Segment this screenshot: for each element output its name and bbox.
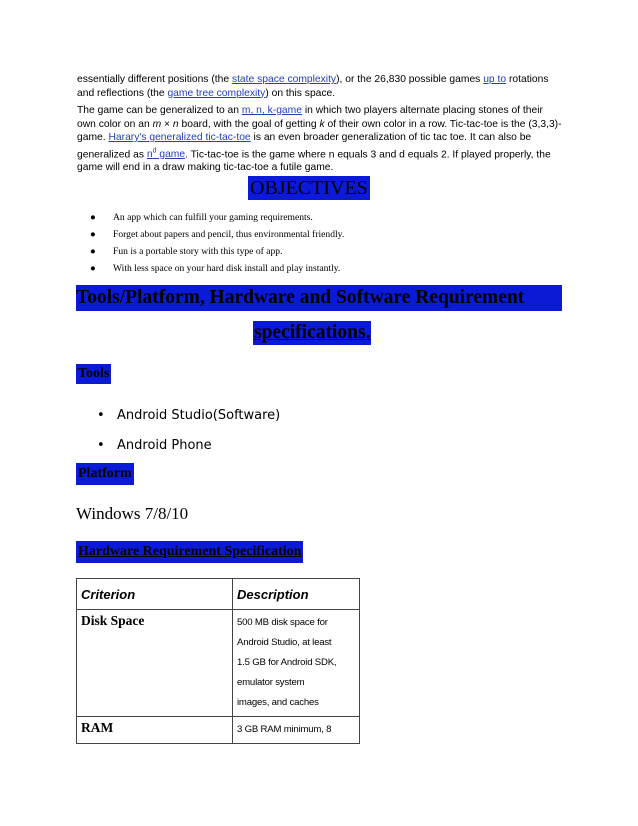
link-harary[interactable]: Harary's generalized tic-tac-toe — [108, 132, 251, 143]
description-line: 500 MB disk space for — [237, 617, 328, 628]
bullet-icon: • — [97, 408, 105, 423]
tools-heading: Tools — [76, 364, 111, 384]
bullet-icon: ● — [90, 263, 96, 274]
intro-text: rotations and reflections (the — [77, 74, 549, 99]
tools-list — [97, 401, 517, 461]
criterion-cell: RAM — [77, 717, 233, 744]
header-criterion: Criterion — [77, 579, 233, 610]
description-line: 3 GB RAM minimum, 8 — [237, 724, 332, 735]
para-text: in which two players alternate placing stones of their own color on an — [77, 105, 543, 130]
objective-item — [90, 226, 573, 243]
platform-value: Windows 7/8/10 — [76, 504, 189, 523]
para-text: is an even broader generalization of tic tac toe. It can also be generalized as — [77, 132, 532, 160]
table-row — [77, 610, 360, 717]
link-nd-game[interactable] — [147, 149, 185, 160]
tool-item — [97, 401, 517, 431]
link-up-to[interactable]: up to — [483, 74, 507, 85]
header-description: Description — [233, 579, 360, 610]
para-text: . Tic-tac-toe is the game where n equals 3 and d equals 2. If played properly, the game will end in a draw making tic-tac-toe a futile game. — [77, 148, 551, 174]
bullet-icon: ● — [90, 229, 96, 240]
tool-text: Android Studio(Software) — [117, 408, 281, 423]
link-mnk-game[interactable]: m, n, k-game — [241, 105, 302, 116]
tool-text: Android Phone — [117, 438, 212, 453]
bullet-icon: ● — [90, 246, 96, 257]
description-cell — [233, 610, 360, 717]
link-game-tree-complexity[interactable]: game tree complexity — [167, 87, 266, 99]
intro-text: ) on this space. — [265, 87, 336, 99]
table-row — [77, 717, 360, 744]
description-line: images, and caches — [237, 697, 319, 708]
link-nd-base: n — [146, 148, 153, 160]
objective-text: Forget about papers and pencil, thus environmental friendly. — [113, 229, 345, 240]
table-header-row — [77, 579, 360, 610]
intro-paragraph — [77, 73, 563, 100]
platform-heading: Platform — [76, 463, 134, 485]
var-n: n — [172, 118, 179, 130]
description-line: 1.5 GB for Android SDK, — [237, 657, 337, 668]
para-text: The game can be generalized to an — [77, 105, 242, 116]
objectives-list — [90, 209, 573, 277]
objective-item — [90, 243, 573, 260]
objectives-heading: OBJECTIVES — [250, 177, 368, 199]
times-sign: × — [161, 118, 173, 130]
var-m: m — [152, 118, 162, 130]
objective-text: Fun is a portable story with this type of app. — [113, 246, 283, 257]
requirements-heading-line2: specifications. — [254, 322, 371, 343]
objective-text: An app which can fulfill your gaming requirements. — [113, 212, 313, 223]
link-nd-post: game — [156, 148, 186, 160]
objectives-heading-block — [248, 176, 370, 200]
criterion-cell: Disk Space — [77, 610, 233, 717]
hardware-spec-table — [76, 578, 360, 744]
description-line: Android Studio, at least — [237, 637, 332, 648]
description-line: emulator system — [237, 677, 305, 688]
bullet-icon: ● — [90, 212, 96, 223]
objective-item — [90, 209, 573, 226]
objective-item — [90, 260, 573, 277]
para-text: board, with the goal of getting — [178, 118, 320, 130]
var-k: k — [319, 118, 325, 130]
link-state-space-complexity[interactable]: state space complexity — [231, 74, 337, 85]
intro-text: ), or the 26,830 possible games — [336, 74, 484, 85]
objective-text: With less space on your hard disk install and play instantly. — [113, 263, 341, 274]
para-text: of their own color in a row. Tic-tac-toe is the (3,3,3)-game. — [77, 118, 562, 143]
bullet-icon: • — [97, 438, 105, 453]
intro-text: essentially different positions (the — [77, 74, 232, 85]
link-nd-sup: d — [152, 147, 157, 155]
requirements-heading-line1: Tools/Platform, Hardware and Software Requirement — [76, 285, 562, 311]
description-cell — [233, 717, 360, 744]
generalization-paragraph — [77, 104, 563, 175]
tool-item — [97, 431, 517, 461]
hardware-heading: Hardware Requirement Specification — [76, 541, 303, 563]
